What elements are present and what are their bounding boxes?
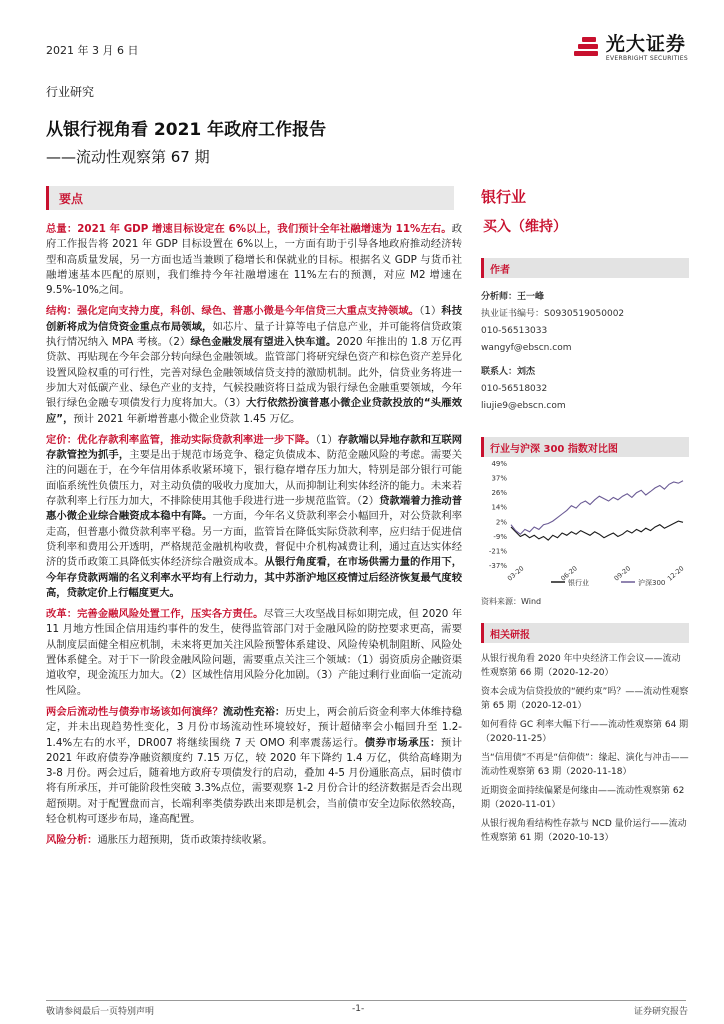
liquidity-bold-1: 流动性充裕： bbox=[222, 705, 286, 718]
footer-disclaimer[interactable]: 敬请参阅最后一页特别声明 bbox=[46, 1007, 155, 1017]
paragraph-structure-head: 结构：强化定向支持力度，科创、绿色、普惠小微是今年信贷三大重点支持领域。 bbox=[46, 305, 420, 318]
logo-name-cn: 光大证券 bbox=[605, 33, 686, 55]
related-report-title: 如何看待 GC 利率大幅下行——流动性观察第 64 期 bbox=[481, 720, 689, 730]
liquidity-text-2: 预计 2021 年政府债券净融资额度约 7.15 万亿，较 2020 年下降约 1.4 万亿，供给高峰期为 3-8 月份。两会过后，随着地方政府专项债发行的启动，叠加 4-5 月份通胀高点，届时债市将有所承压，并可能阶段性突破 3.3%点位，需要观察 1-2 月份合计的经济数据是否会出现超预期。对于配置盘而言，长端利率类债券跌出来即是机会，当前债市安全边际依然较高，轻仓机构可逐步布局，逢高配置。 bbox=[46, 736, 463, 825]
liquidity-bold-2: 债券市场承压： bbox=[364, 736, 441, 749]
y-tick-label: -37% bbox=[488, 562, 507, 570]
x-tick-label: 06-20 bbox=[559, 564, 579, 583]
analyst-label: 分析师： bbox=[481, 292, 518, 302]
paragraph-total bbox=[46, 222, 462, 298]
chart-heading-bar bbox=[481, 437, 689, 457]
author-block bbox=[481, 290, 689, 413]
paragraph-total-text: 政府工作报告将 2021 年 GDP 目标设置在 6%以上，一方面有助于引导各地政府推动经济转型和高质量发展，另一方面也适当兼顾了稳增长和保就业的目标。根据名义 GDP 与货币社融增速基本匹配的原则，我们维持今年社融增速在 11%左右的预测，对应 M2 增速在 9.5%-10%之间。 bbox=[46, 223, 462, 297]
related-report-date: （2020-10-13） bbox=[543, 832, 614, 843]
liquidity-text-1: 历史上，两会前后资金利率大体维持稳定，并未出现趋势性变化，3 月份市场流动性环境较好，预计超储率会小幅回升至 1.2-1.4%左右的水平，DR007 将继续围绕 7 天 OMO 利率震荡运行。 bbox=[46, 705, 463, 749]
related-heading: 相关研报 bbox=[490, 630, 530, 641]
page-footer bbox=[0, 990, 724, 1024]
structure-bold-1: 科技创新将成为信贷资金重点布局领域， bbox=[46, 305, 463, 333]
investment-rating: 买入（维持） bbox=[483, 219, 567, 235]
legend-label: 沪深300 bbox=[638, 579, 666, 587]
related-report-date: （2020-12-20） bbox=[543, 667, 614, 678]
legend-label: 银行业 bbox=[568, 579, 589, 587]
related-report-item[interactable] bbox=[481, 686, 689, 713]
sidebar bbox=[481, 186, 689, 851]
y-tick-label: 2% bbox=[495, 518, 507, 527]
report-date: 2021 年 3 月 6 日 bbox=[46, 44, 139, 57]
related-report-title: 资本会成为信贷投放的“硬约束”吗？——流动性观察第 65 期 bbox=[481, 687, 689, 711]
index-comparison-chart bbox=[481, 457, 689, 593]
related-report-item[interactable] bbox=[481, 653, 689, 680]
chart-heading: 行业与沪深 300 指数对比图 bbox=[490, 444, 618, 455]
author-heading-bar bbox=[481, 258, 689, 278]
structure-text-2: 如芯片、量子计算等电子信息产业，并可能将信贷政策执行情况纳入 MPA 考核。（2） bbox=[46, 320, 463, 349]
paragraph-risk-head: 风险分析： bbox=[46, 834, 98, 847]
y-tick-label: 26% bbox=[491, 489, 507, 498]
related-report-title: 从银行视角看 2020 年中央经济工作会议——流动性观察第 66 期 bbox=[481, 654, 681, 678]
key-points-heading-bar bbox=[46, 186, 454, 210]
analyst-name: 王一峰 bbox=[517, 292, 545, 302]
related-report-item[interactable] bbox=[481, 752, 689, 779]
key-points-heading: 要点 bbox=[59, 192, 84, 206]
y-tick-label: -21% bbox=[488, 547, 507, 556]
structure-bold-3: 大行依然扮演普惠小微企业贷款投放的“头雁效应”， bbox=[46, 397, 462, 425]
related-report-date: （2020-11-01） bbox=[490, 799, 561, 810]
author-heading: 作者 bbox=[490, 265, 510, 276]
paragraph-structure bbox=[46, 304, 462, 426]
related-report-date: （2020-12-01） bbox=[516, 700, 587, 711]
x-tick-label: 09-20 bbox=[612, 564, 633, 583]
paragraph-pricing bbox=[46, 433, 462, 601]
related-report-item[interactable] bbox=[481, 785, 689, 812]
paragraph-reform-head: 改革：完善金融风险处置工作，压实各方责任。 bbox=[46, 608, 264, 621]
paragraph-risk-text: 通胀压力超预期，货币政策持续收紧。 bbox=[97, 834, 273, 847]
contact-label: 联系人： bbox=[481, 367, 518, 377]
related-report-date: （2020-11-18） bbox=[561, 766, 632, 777]
paragraph-liquidity bbox=[46, 705, 462, 827]
report-subtitle: ——流动性观察第 67 期 bbox=[46, 148, 210, 166]
contact-email[interactable]: liujie9@ebscn.com bbox=[481, 401, 566, 411]
paragraph-pricing-head: 定价：优化存款利率监管，推动实际贷款利率进一步下降。 bbox=[46, 433, 316, 446]
related-report-item[interactable] bbox=[481, 818, 689, 845]
industry-name: 银行业 bbox=[481, 188, 527, 206]
report-title: 从银行视角看 2021 年政府工作报告 bbox=[46, 120, 327, 140]
y-tick-label: 49% bbox=[491, 460, 507, 468]
related-report-title: 从银行视角看结构性存款与 NCD 量价运行——流动性观察第 61 期 bbox=[481, 819, 687, 843]
report-body bbox=[46, 222, 462, 855]
contact-phone: 010-56518032 bbox=[481, 384, 548, 394]
chart-source: 资料来源：Wind bbox=[481, 597, 542, 606]
logo-name-en: EVERBRIGHT SECURITIES bbox=[605, 55, 688, 62]
analyst-license: 执业证书编号：S0930519050002 bbox=[481, 309, 625, 319]
related-reports-list bbox=[481, 653, 689, 845]
footer-report-type: 证券研究报告 bbox=[633, 1007, 688, 1017]
y-tick-label: 14% bbox=[491, 503, 507, 512]
paragraph-liquidity-head: 两会后流动性与债券市场该如何演绎？ bbox=[46, 705, 223, 718]
contact-name: 刘杰 bbox=[517, 367, 536, 377]
paragraph-reform bbox=[46, 607, 462, 699]
structure-text-3: 2020 年推出的 1.8 万亿再贷款、再贴现在今年会部分转向绿色金融领域。监管部门将研究绿色资产和棕色资产差异化设置风险权重的可行性，完善对绿色金融领域信贷支持的激励机制。此外，信贷业务将进一步加大对低碳产业、绿色产业的支持，气候投融资将日益成为银行绿色金融重要领域，今年银行绿色金融专项债发行力度将加大。（3） bbox=[46, 336, 462, 410]
report-category: 行业研究 bbox=[46, 85, 95, 99]
everbright-logo-icon bbox=[574, 36, 600, 62]
brand-logo bbox=[574, 34, 688, 63]
analyst-email[interactable]: wangyf@ebscn.com bbox=[481, 343, 572, 353]
pricing-text-3: 一方面，今年名义贷款利率会小幅回升，对公贷款利率走高，但普惠小微贷款利率平稳。另一方面，监管旨在降低实际贷款利率，应归结于促进信贷利率和费用公开透明，严格规范金融机构收费，督促中介机构减费让利，通过直达实体经济的货币政策工具降低实体经济综合融资成本。 bbox=[46, 510, 463, 569]
related-report-date: （2020-11-25） bbox=[481, 733, 552, 744]
x-tick-label: 03-20 bbox=[505, 564, 526, 583]
page-number: -1- bbox=[352, 1004, 365, 1014]
y-tick-label: 37% bbox=[491, 474, 507, 483]
pricing-bold-3: 从银行角度看，在市场供需力量的作用下，今年存贷款两端的名义利率水平均有上行动力，其中苏浙沪地区疫情过后经济恢复最气度较高，贷款定价上行幅度更大。 bbox=[46, 556, 463, 599]
chart-svg bbox=[481, 457, 689, 589]
structure-text-4: 预计 2021 年新增普惠小微企业贷款 1.45 万亿。 bbox=[73, 412, 301, 425]
pricing-bold-1: 存款端以异地存款和互联网存款管控为抓手， bbox=[46, 433, 463, 462]
series-line-bank bbox=[511, 521, 683, 540]
related-report-title: 近期资金面持续偏紧是何缘由——流动性观察第 62 期 bbox=[481, 786, 685, 810]
structure-bold-2: 绿色金融发展有望进入快车道。 bbox=[190, 336, 337, 349]
pricing-text-2: 主要是出于规范市场竞争、稳定负债成本、防范金融风险的考虑。需要关注的问题在于，在今年信用体系收紧环境下，银行稳存增存压力加大，特别是部分银行可能面临系统性负债压力，对主动负债的吸收力度加大，从而抑制让利实体经济的能力。未来若存款利率上行压力加大，不排除使用其他手段进行进一步规范监管。（2） bbox=[46, 449, 463, 508]
paragraph-reform-text: 尽管三大攻坚战目标如期完成，但 2020 年 11 月地方性国企信用违约事件的发生，使得监管部门对于金融风险的防控要求更高，需要从制度层面健全相应机制，未来将更加关注风险预警体系建设、风险传染机制阻断、风险处置体系健全。对于下一阶段金融风险问题，需要重点关注三个领域：（1）弱资质房企融资渠道收窄，现金流压力加大。（2）区域性信用风险分化加剧。（3）产能过剩行业面临一定流动性风险。 bbox=[46, 608, 462, 697]
paragraph-risk bbox=[46, 833, 462, 848]
analyst-phone: 010-56513033 bbox=[481, 326, 548, 336]
y-tick-label: -9% bbox=[493, 532, 507, 541]
structure-text-1: （1） bbox=[419, 305, 442, 318]
x-tick-label: 12-20 bbox=[665, 564, 686, 583]
paragraph-total-head: 总量：2021 年 GDP 增速目标设定在 6%以上，我们预计全年社融增速为 11%左右。 bbox=[46, 223, 452, 235]
related-report-item[interactable] bbox=[481, 719, 689, 746]
footer-divider bbox=[46, 1000, 686, 1001]
pricing-bold-2: 贷款端着力推动普惠小微企业综合融资成本稳中有降。 bbox=[46, 495, 463, 523]
related-heading-bar bbox=[481, 623, 689, 643]
pricing-text-1: （1） bbox=[315, 433, 338, 446]
related-report-title: 当“信用债”不再是“信仰债”：缘起、演化与冲击——流动性观察第 63 期 bbox=[481, 753, 689, 777]
